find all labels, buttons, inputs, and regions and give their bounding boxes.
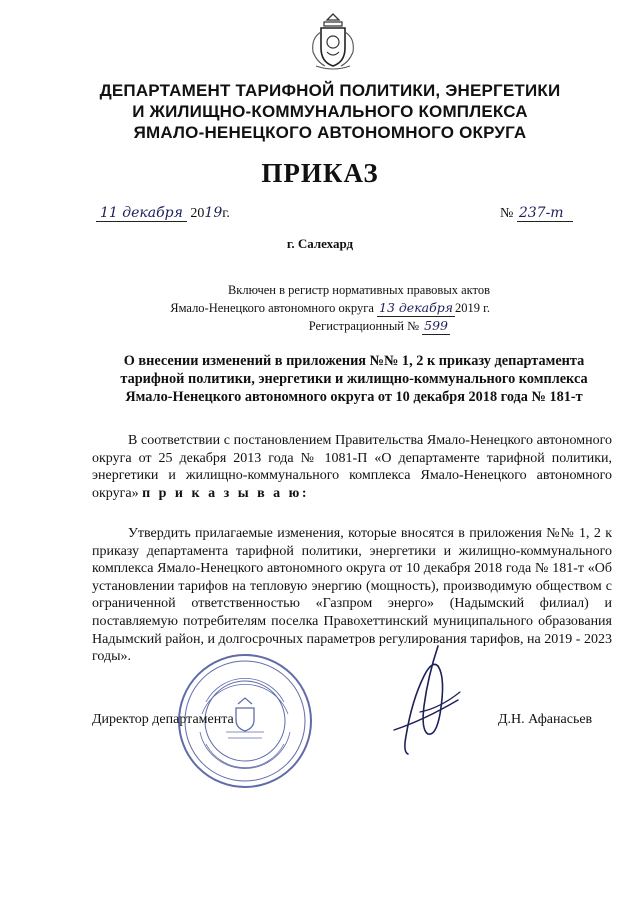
registry-handwritten-date: 13 декабря <box>379 300 454 315</box>
registry-block <box>150 282 490 335</box>
signatory-name: Д.Н. Афанасьев <box>498 712 593 727</box>
body-paragraph-2: Утвердить прилагаемые изменения, которые вносятся в приложения №№ 1, 2 к приказу департамента тарифной политики, энергетики и жилищно-коммунального комплекса Ямало-Ненецкого автономного округа от 10 декабря 2018 года № 181-т «Об установлении тарифов на тепловую энергию (мощность), производимую обществом с ограниченной ответственностью «Газпром энерго» (Надымский филиал) и поставляемую потребителям поселка Правохеттинский муниципального образования Надымский район, и долгосрочных параметров регулирования тарифов, на 2019 - 2023 годы». <box>92 526 612 665</box>
registry-line-2-suffix: 2019 г. <box>455 301 490 315</box>
handwritten-number: 237-т <box>517 205 573 222</box>
order-date <box>96 205 230 222</box>
registry-line-2-prefix: Ямало-Ненецкого автономного округа <box>170 301 374 315</box>
department-line-2: И ЖИЛИЩНО-КОММУНАЛЬНОГО КОМПЛЕКСА <box>132 102 528 121</box>
registry-handwritten-number: 599 <box>424 318 448 333</box>
order-number <box>500 205 573 222</box>
registry-line-3 <box>150 317 490 335</box>
body-paragraph-1 <box>92 432 612 502</box>
registry-line-1: Включен в регистр нормативных правовых актов <box>227 283 490 297</box>
document-type-title: ПРИКАЗ <box>261 158 379 188</box>
department-line-1: ДЕПАРТАМЕНТ ТАРИФНОЙ ПОЛИТИКИ, ЭНЕРГЕТИКИ <box>99 81 561 100</box>
coat-of-arms-emblem <box>300 8 366 74</box>
registry-number-label: Регистрационный № <box>308 319 420 333</box>
year-suffix: г. <box>222 206 230 221</box>
handwritten-year: 19 <box>204 205 223 221</box>
handwritten-date: 11 декабря <box>96 205 187 222</box>
signatory-position: Директор департамента <box>92 712 234 727</box>
registry-line-2 <box>150 299 490 317</box>
order-subject-title: О внесении изменений в приложения №№ 1, 2 к приказу департамента тарифной политики, энергетики и жилищно-коммунального комплекса Ямало-Ненецкого автономного округа от 10 декабря 2018 года № 181-т <box>120 353 588 405</box>
number-label: № <box>500 206 514 221</box>
year-prefix: 20 <box>190 206 205 221</box>
department-name <box>60 80 600 143</box>
paragraph-1-text: В соответствии с постановлением Правительства Ямало-Ненецкого автономного округа от 25 декабря 2013 года № 1081-П «О департаменте тарифной политики, энергетики и жилищно-коммунального комплекса Ямало-Ненецкого автономного округа» <box>92 433 612 501</box>
handwritten-signature <box>380 642 490 762</box>
order-command: п р и к а з ы в а ю: <box>142 485 310 501</box>
department-line-3: ЯМАЛО-НЕНЕЦКОГО АВТОНОМНОГО ОКРУГА <box>133 123 527 142</box>
city: г. Салехард <box>286 236 354 251</box>
